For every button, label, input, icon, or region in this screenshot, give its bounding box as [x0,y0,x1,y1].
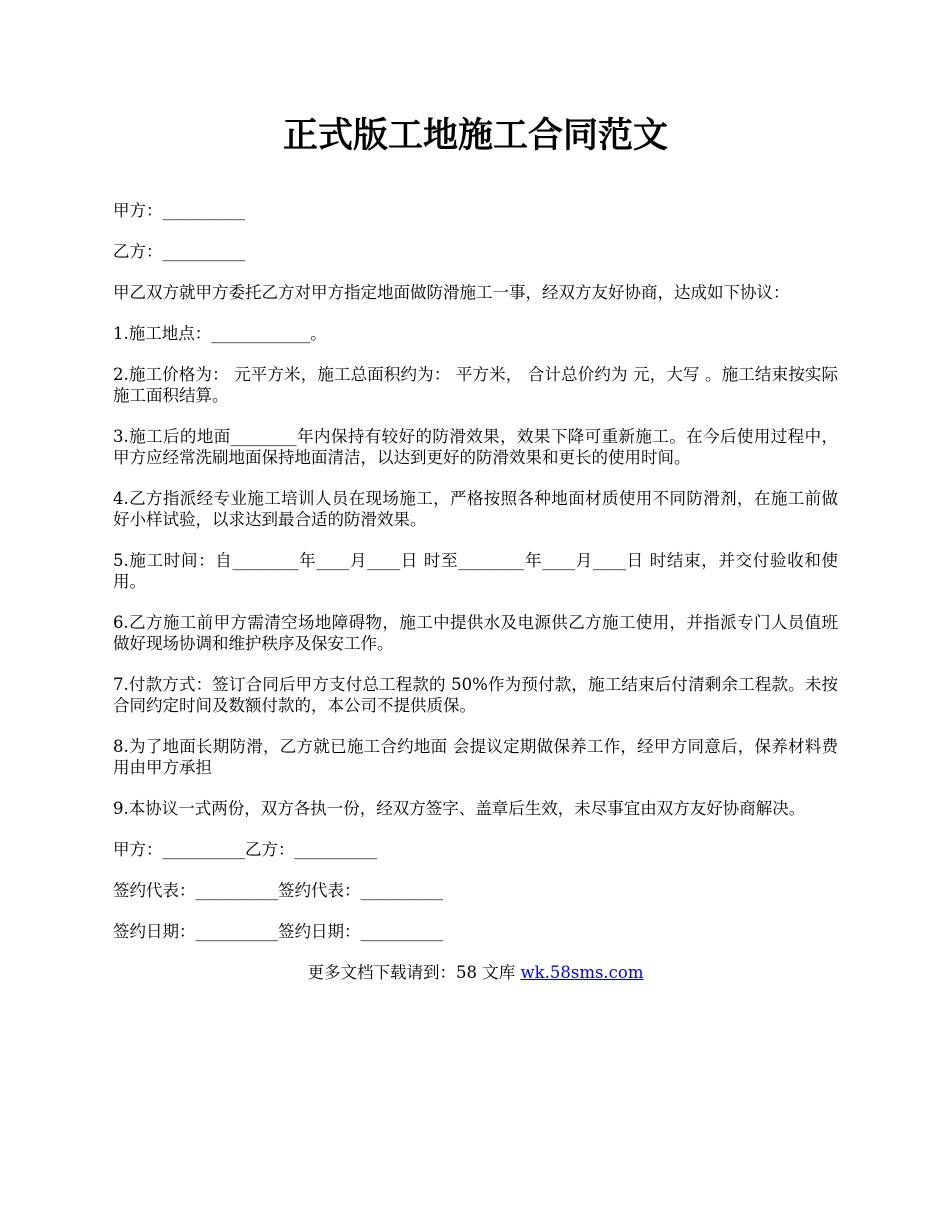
signature-parties: 甲方：__________乙方：__________ [113,840,377,859]
clause-7: 7.付款方式：签订合同后甲方支付总工程款的 50%作为预付款，施工结束后付清剩余工程款。未按合同约定时间及数额付款的，本公司不提供质保。 [113,675,838,715]
footer-text: 更多文档下载请到：58 文库 [307,963,521,982]
clause-3: 3.施工后的地面________年内保持有较好的防滑效果，效果下降可重新施工。在今后使用过程中，甲方应经常洗刷地面保持地面清洁，以达到更好的防滑效果和更长的使用时间。 [113,427,838,467]
party-b-line: 乙方：__________ [113,242,245,261]
clause-8: 8.为了地面长期防滑，乙方就已施工合约地面 会提议定期做保养工作，经甲方同意后，保养材料费用由甲方承担 [113,737,838,777]
document-title: 正式版工地施工合同范文 [282,115,668,156]
party-a-line: 甲方：__________ [113,201,245,220]
signature-dates: 签约日期：__________签约日期：__________ [113,922,443,941]
intro-paragraph: 甲乙双方就甲方委托乙方对甲方指定地面做防滑施工一事，经双方友好协商，达成如下协议： [113,283,790,302]
footer-link[interactable]: wk.58sms.com [520,963,644,982]
document-page [113,112,838,983]
clause-9: 9.本协议一式两份，双方各执一份，经双方签字、盖章后生效，未尽事宜由双方友好协商解决。 [113,799,806,818]
signature-representatives: 签约代表：__________签约代表：__________ [113,881,443,900]
clause-2: 2.施工价格为： 元平方米，施工总面积约为： 平方米， 合计总价约为 元，大写 。施工结束按实际施工面积结算。 [113,365,838,405]
download-footer [113,962,838,983]
clause-1: 1.施工地点：____________。 [113,324,327,343]
clause-4: 4.乙方指派经专业施工培训人员在现场施工，严格按照各种地面材质使用不同防滑剂，在施工前做好小样试验，以求达到最合适的防滑效果。 [113,489,838,529]
clause-5: 5.施工时间：自________年____月____日 时至________年____月____日 时结束，并交付验收和使用。 [113,551,838,591]
clause-6: 6.乙方施工前甲方需清空场地障碍物，施工中提供水及电源供乙方施工使用，并指派专门人员值班做好现场协调和维护秩序及保安工作。 [113,613,838,653]
